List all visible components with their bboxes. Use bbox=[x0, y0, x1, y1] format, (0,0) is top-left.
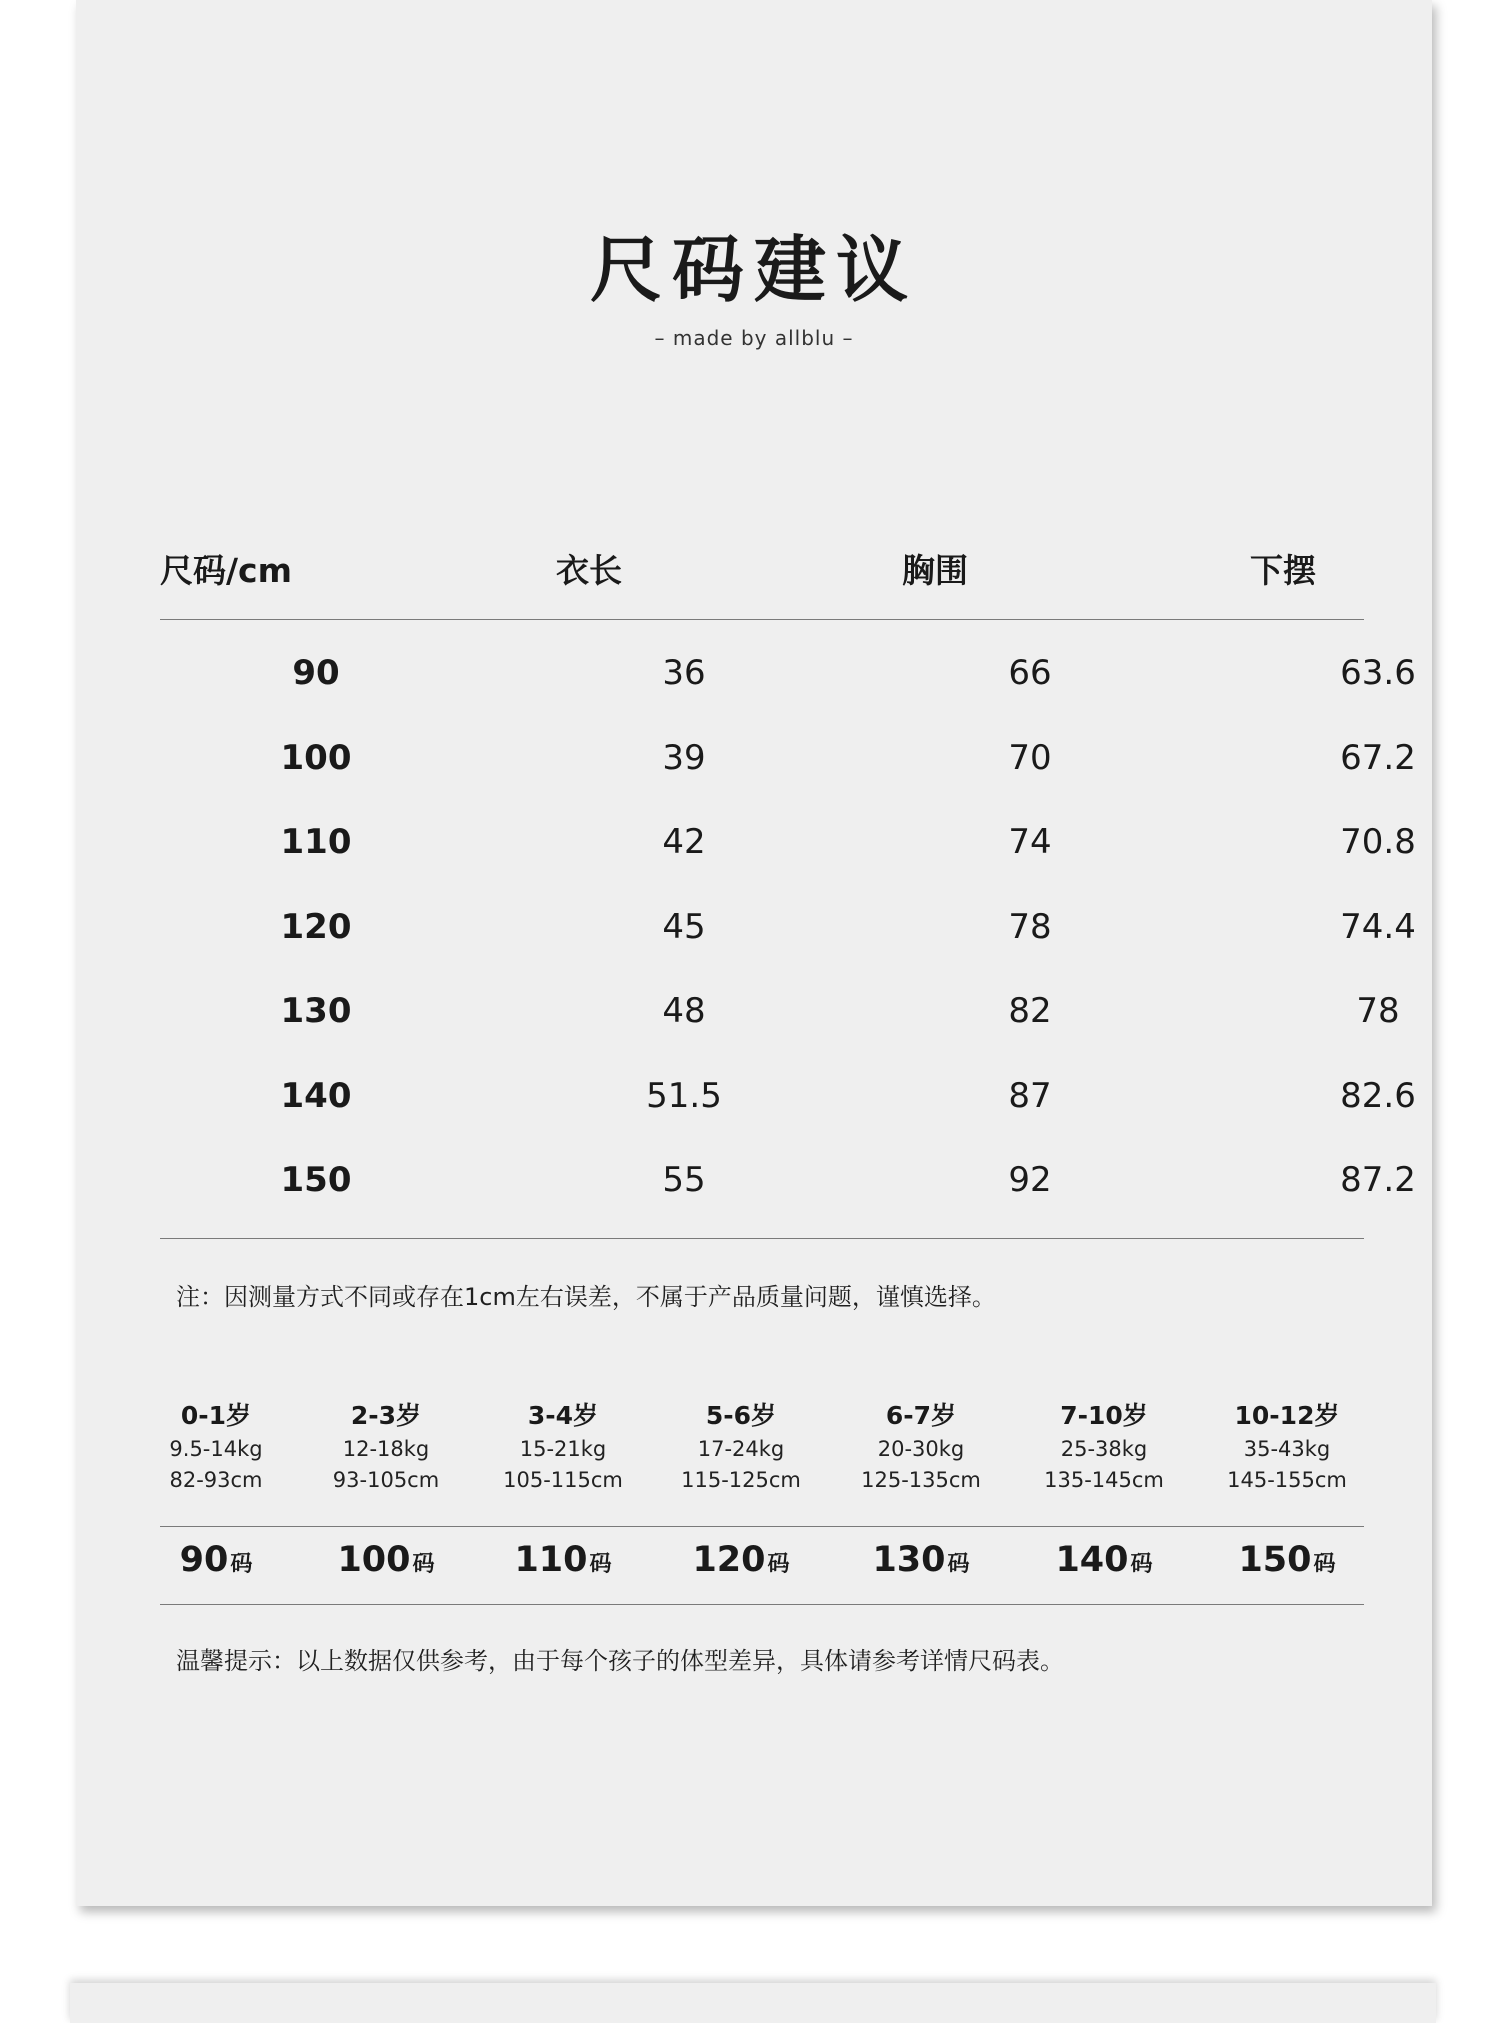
recommended-size bbox=[126, 1540, 306, 1580]
weight-range: 15-21kg bbox=[519, 1437, 607, 1461]
hem-cell: 82.6 bbox=[1340, 1075, 1416, 1116]
recommended-size bbox=[473, 1540, 653, 1580]
height-range: 145-155cm bbox=[1227, 1468, 1347, 1492]
hem-cell: 74.4 bbox=[1340, 906, 1416, 947]
weight-range: 20-30kg bbox=[877, 1437, 965, 1461]
length-cell: 51.5 bbox=[646, 1075, 722, 1116]
recommended-size-number: 90 bbox=[179, 1540, 229, 1580]
table-row bbox=[160, 906, 1416, 957]
weight-range: 25-38kg bbox=[1060, 1437, 1148, 1461]
page-subtitle: – made by allblu – bbox=[654, 326, 854, 350]
length-cell: 45 bbox=[662, 906, 706, 947]
length-cell: 48 bbox=[662, 991, 706, 1031]
recommended-size bbox=[296, 1540, 476, 1580]
age-label: 0-1岁 bbox=[180, 1401, 252, 1430]
recommend-top-divider bbox=[160, 1526, 1364, 1527]
recommended-size bbox=[831, 1540, 1011, 1580]
recommended-size bbox=[1014, 1540, 1194, 1580]
next-card-edge bbox=[70, 1983, 1436, 2023]
table-row bbox=[160, 1160, 1416, 1210]
size-cell: 100 bbox=[280, 737, 352, 778]
hem-cell: 67.2 bbox=[1340, 737, 1416, 778]
chest-cell: 70 bbox=[1008, 737, 1052, 778]
height-range: 135-145cm bbox=[1044, 1468, 1164, 1492]
length-cell: 36 bbox=[662, 653, 706, 693]
recommended-size-number: 120 bbox=[692, 1540, 766, 1580]
height-range: 105-115cm bbox=[503, 1468, 623, 1492]
age-group bbox=[473, 1398, 653, 1496]
age-group bbox=[1197, 1398, 1377, 1496]
recommended-size-number: 150 bbox=[1238, 1540, 1312, 1580]
table-row bbox=[160, 1075, 1416, 1126]
hem-cell: 70.8 bbox=[1340, 822, 1416, 862]
age-group bbox=[1014, 1398, 1194, 1496]
table-top-divider bbox=[160, 619, 1364, 620]
page-title: 尺码建议 bbox=[589, 228, 918, 312]
age-group bbox=[296, 1398, 476, 1496]
recommended-size-number: 130 bbox=[872, 1540, 946, 1580]
age-label: 10-12岁 bbox=[1234, 1401, 1340, 1430]
size-cell: 140 bbox=[280, 1075, 352, 1116]
header-chest: 胸围 bbox=[902, 551, 968, 590]
age-label: 3-4岁 bbox=[527, 1401, 599, 1430]
height-range: 93-105cm bbox=[332, 1468, 440, 1492]
age-label: 2-3岁 bbox=[350, 1401, 422, 1430]
size-cell: 150 bbox=[280, 1160, 352, 1200]
length-cell: 39 bbox=[662, 737, 706, 778]
chest-cell: 78 bbox=[1008, 906, 1052, 947]
measurement-note: 注：因测量方式不同或存在1cm左右误差，不属于产品质量问题，谨慎选择。 bbox=[176, 1283, 996, 1311]
recommended-size bbox=[1197, 1540, 1377, 1580]
recommended-size-number: 100 bbox=[337, 1540, 411, 1580]
recommend-bottom-divider bbox=[160, 1604, 1364, 1605]
chest-cell: 82 bbox=[1008, 991, 1052, 1031]
age-label: 5-6岁 bbox=[705, 1401, 777, 1430]
size-unit: 码 bbox=[1313, 1552, 1336, 1577]
height-range: 82-93cm bbox=[169, 1468, 263, 1492]
recommended-size-number: 140 bbox=[1055, 1540, 1129, 1580]
table-header bbox=[160, 545, 1360, 590]
hem-cell: 63.6 bbox=[1340, 653, 1416, 693]
size-cell: 130 bbox=[280, 991, 352, 1031]
table-row bbox=[160, 737, 1416, 788]
table-row bbox=[160, 822, 1416, 872]
table-row bbox=[160, 991, 1400, 1041]
table-bottom-divider bbox=[160, 1238, 1364, 1239]
warm-tip: 温馨提示：以上数据仅供参考，由于每个孩子的体型差异，具体请参考详情尺码表。 bbox=[176, 1647, 1064, 1675]
table-row bbox=[160, 653, 1416, 703]
length-cell: 55 bbox=[662, 1160, 706, 1200]
recommended-size-number: 110 bbox=[514, 1540, 588, 1580]
age-label: 6-7岁 bbox=[885, 1401, 957, 1430]
length-cell: 42 bbox=[662, 822, 706, 862]
height-range: 115-125cm bbox=[681, 1468, 801, 1492]
header-size: 尺码/cm bbox=[160, 551, 292, 590]
header-hem: 下摆 bbox=[1250, 551, 1316, 590]
size-unit: 码 bbox=[947, 1552, 970, 1577]
size-unit: 码 bbox=[767, 1552, 790, 1577]
age-group bbox=[831, 1398, 1011, 1496]
chest-cell: 92 bbox=[1008, 1160, 1052, 1200]
size-cell: 110 bbox=[280, 822, 352, 862]
size-guide-card bbox=[76, 0, 1432, 1906]
chest-cell: 74 bbox=[1008, 822, 1052, 862]
size-unit: 码 bbox=[589, 1552, 612, 1577]
size-unit: 码 bbox=[412, 1552, 435, 1577]
size-unit: 码 bbox=[1130, 1552, 1153, 1577]
header-length: 衣长 bbox=[556, 551, 622, 590]
chest-cell: 66 bbox=[1008, 653, 1052, 693]
age-group bbox=[651, 1398, 831, 1496]
age-group bbox=[126, 1398, 306, 1496]
height-range: 125-135cm bbox=[861, 1468, 981, 1492]
chest-cell: 87 bbox=[1008, 1075, 1052, 1116]
hem-cell: 87.2 bbox=[1340, 1160, 1416, 1200]
weight-range: 35-43kg bbox=[1243, 1437, 1331, 1461]
size-cell: 120 bbox=[280, 906, 352, 947]
age-label: 7-10岁 bbox=[1060, 1401, 1148, 1430]
size-unit: 码 bbox=[230, 1552, 253, 1577]
weight-range: 9.5-14kg bbox=[169, 1437, 263, 1461]
hem-cell: 78 bbox=[1356, 991, 1400, 1031]
weight-range: 12-18kg bbox=[342, 1437, 430, 1461]
size-cell: 90 bbox=[292, 653, 340, 693]
recommended-size bbox=[651, 1540, 831, 1580]
weight-range: 17-24kg bbox=[697, 1437, 785, 1461]
